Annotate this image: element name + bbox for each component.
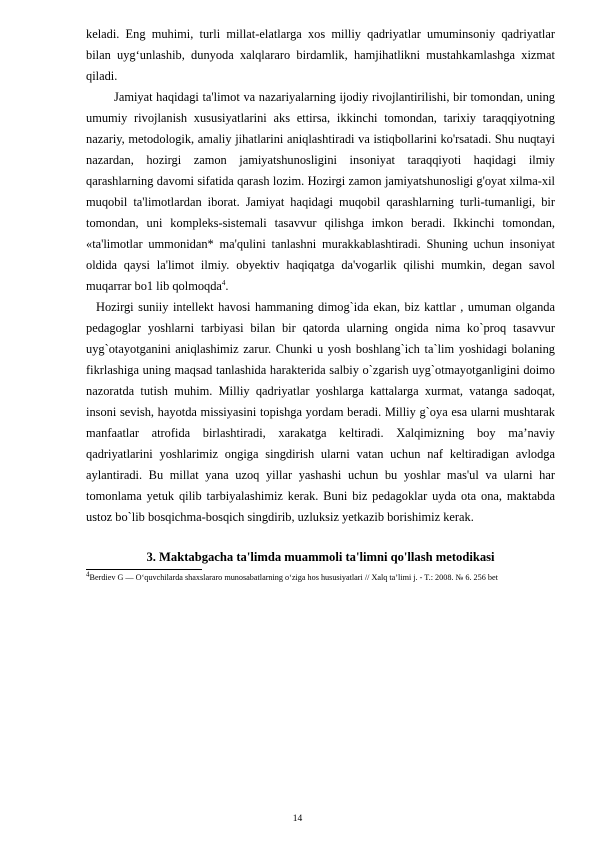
page-number: 14 bbox=[292, 814, 303, 824]
paragraph-2 bbox=[86, 87, 555, 297]
footnote-marker: 4 bbox=[86, 570, 90, 579]
section-heading: 3. Maktabgacha ta'limda muammoli ta'limni qo'llash metodikasi bbox=[146, 550, 495, 564]
footnote-text: Berdiev G — O‘quvchilarda shaxslararo munosabatlarning o‘ziga hos hususiyatlari // Xalq ta’limi j. - T.: 2008. № 6. 256 bet bbox=[89, 573, 498, 582]
paragraph-2-tail: . bbox=[225, 279, 229, 293]
document-page bbox=[86, 24, 555, 583]
footnote-reference: 4 bbox=[221, 278, 226, 287]
paragraph-2-text: Jamiyat haqidagi ta'limot va nazariyalarning ijodiy rivojlantirilishi, bir tomondan, uning umumiy rivojlanish xususiyatlarini aks ettirsa, ikkinchi tomondan, tarixiy taraqqiyotning nazariy, metodologik, amaliy jihatlarini aniqlashtiradi va istiqbollarini ko'rsatadi. Shu nuqtayi nazardan, hozirgi zamon jamiyatshunosligini insoniyat taraqqiyoti haqidagi ilmiy qarashlarning davomi sifatida qarash lozim. Hozirgi zamon jamiyatshunosligi g'oyat xilma-xil muqobil ta'limotlardan iborat. Jamiyat haqidagi muqobil qarashlarning turli-tumanligi, bir tomondan, uni kompleks-sistemali tasavvur qilishga imkon beradi. Ikkinchi tomondan, «ta'limotlar ummonidan* ma'qulini tanlashni murakkablashtiradi. Shuning uchun insoniyat oldida qaysi la'limot ilmiy. obyektiv haqiqatga da'vogarlik qilishi mumkin, degan savol muqarrar bo1 lib qolmoqda bbox=[86, 90, 555, 293]
footnote bbox=[86, 572, 555, 583]
paragraph-1: keladi. Eng muhimi, turli millat-elatlarga xos milliy qadriyatlar umuminsoniy qadriyatlar bilan uyg‘unlashib, dunyoda xalqlararo birdamlik, hamjihatlikni mustahkamlashga xizmat qiladi. bbox=[86, 27, 555, 83]
footnote-divider bbox=[86, 569, 202, 570]
paragraph-3: Hozirgi suniiy intellekt havosi hammaning dimog`ida ekan, biz kattlar , umuman olganda pedagoglar yoshlarni tarbiyasi bilan bir qatorda ularning ongida nima ko`proq tasavvur uyg`otayotganini aniqlashimiz zarur. Chunki u yosh boshlang`ich ta`lim yoshidagi bolaning fikrlashiga uning maqsad tanlashida harakterida salbiy o`zgarish uyg`otmayotganligini doimo nazoratda tutish muhim. Milliy qadriyatlar yoshlarga kattalarga xurmat, vatanga sadoqat, insoni sevish, hayotda missiyasini topishga yordam beradi. Milliy g`oya esa ularni mushtarak manfaatlar atrofida birlashtiradi, xarakatga keltiradi. Xalqimizning boy ma’naviy qadriyatlarini yoshlarimiz ongiga singdirish ularni vatan uchun naf keltiradigan avlodga aylantiradi. Bu millat yana uzoq yillar yashashi uchun bu yoshlar mas'ul va ularni har tomonlama yetuk qilib tarbiyalashimiz kerak. Buni biz pedagoklar uyda ota ona, maktabda ustoz bo`lib bosqichma-bosqich singdirib, uzluksiz yetkazib borishimiz kerak. bbox=[86, 300, 555, 524]
